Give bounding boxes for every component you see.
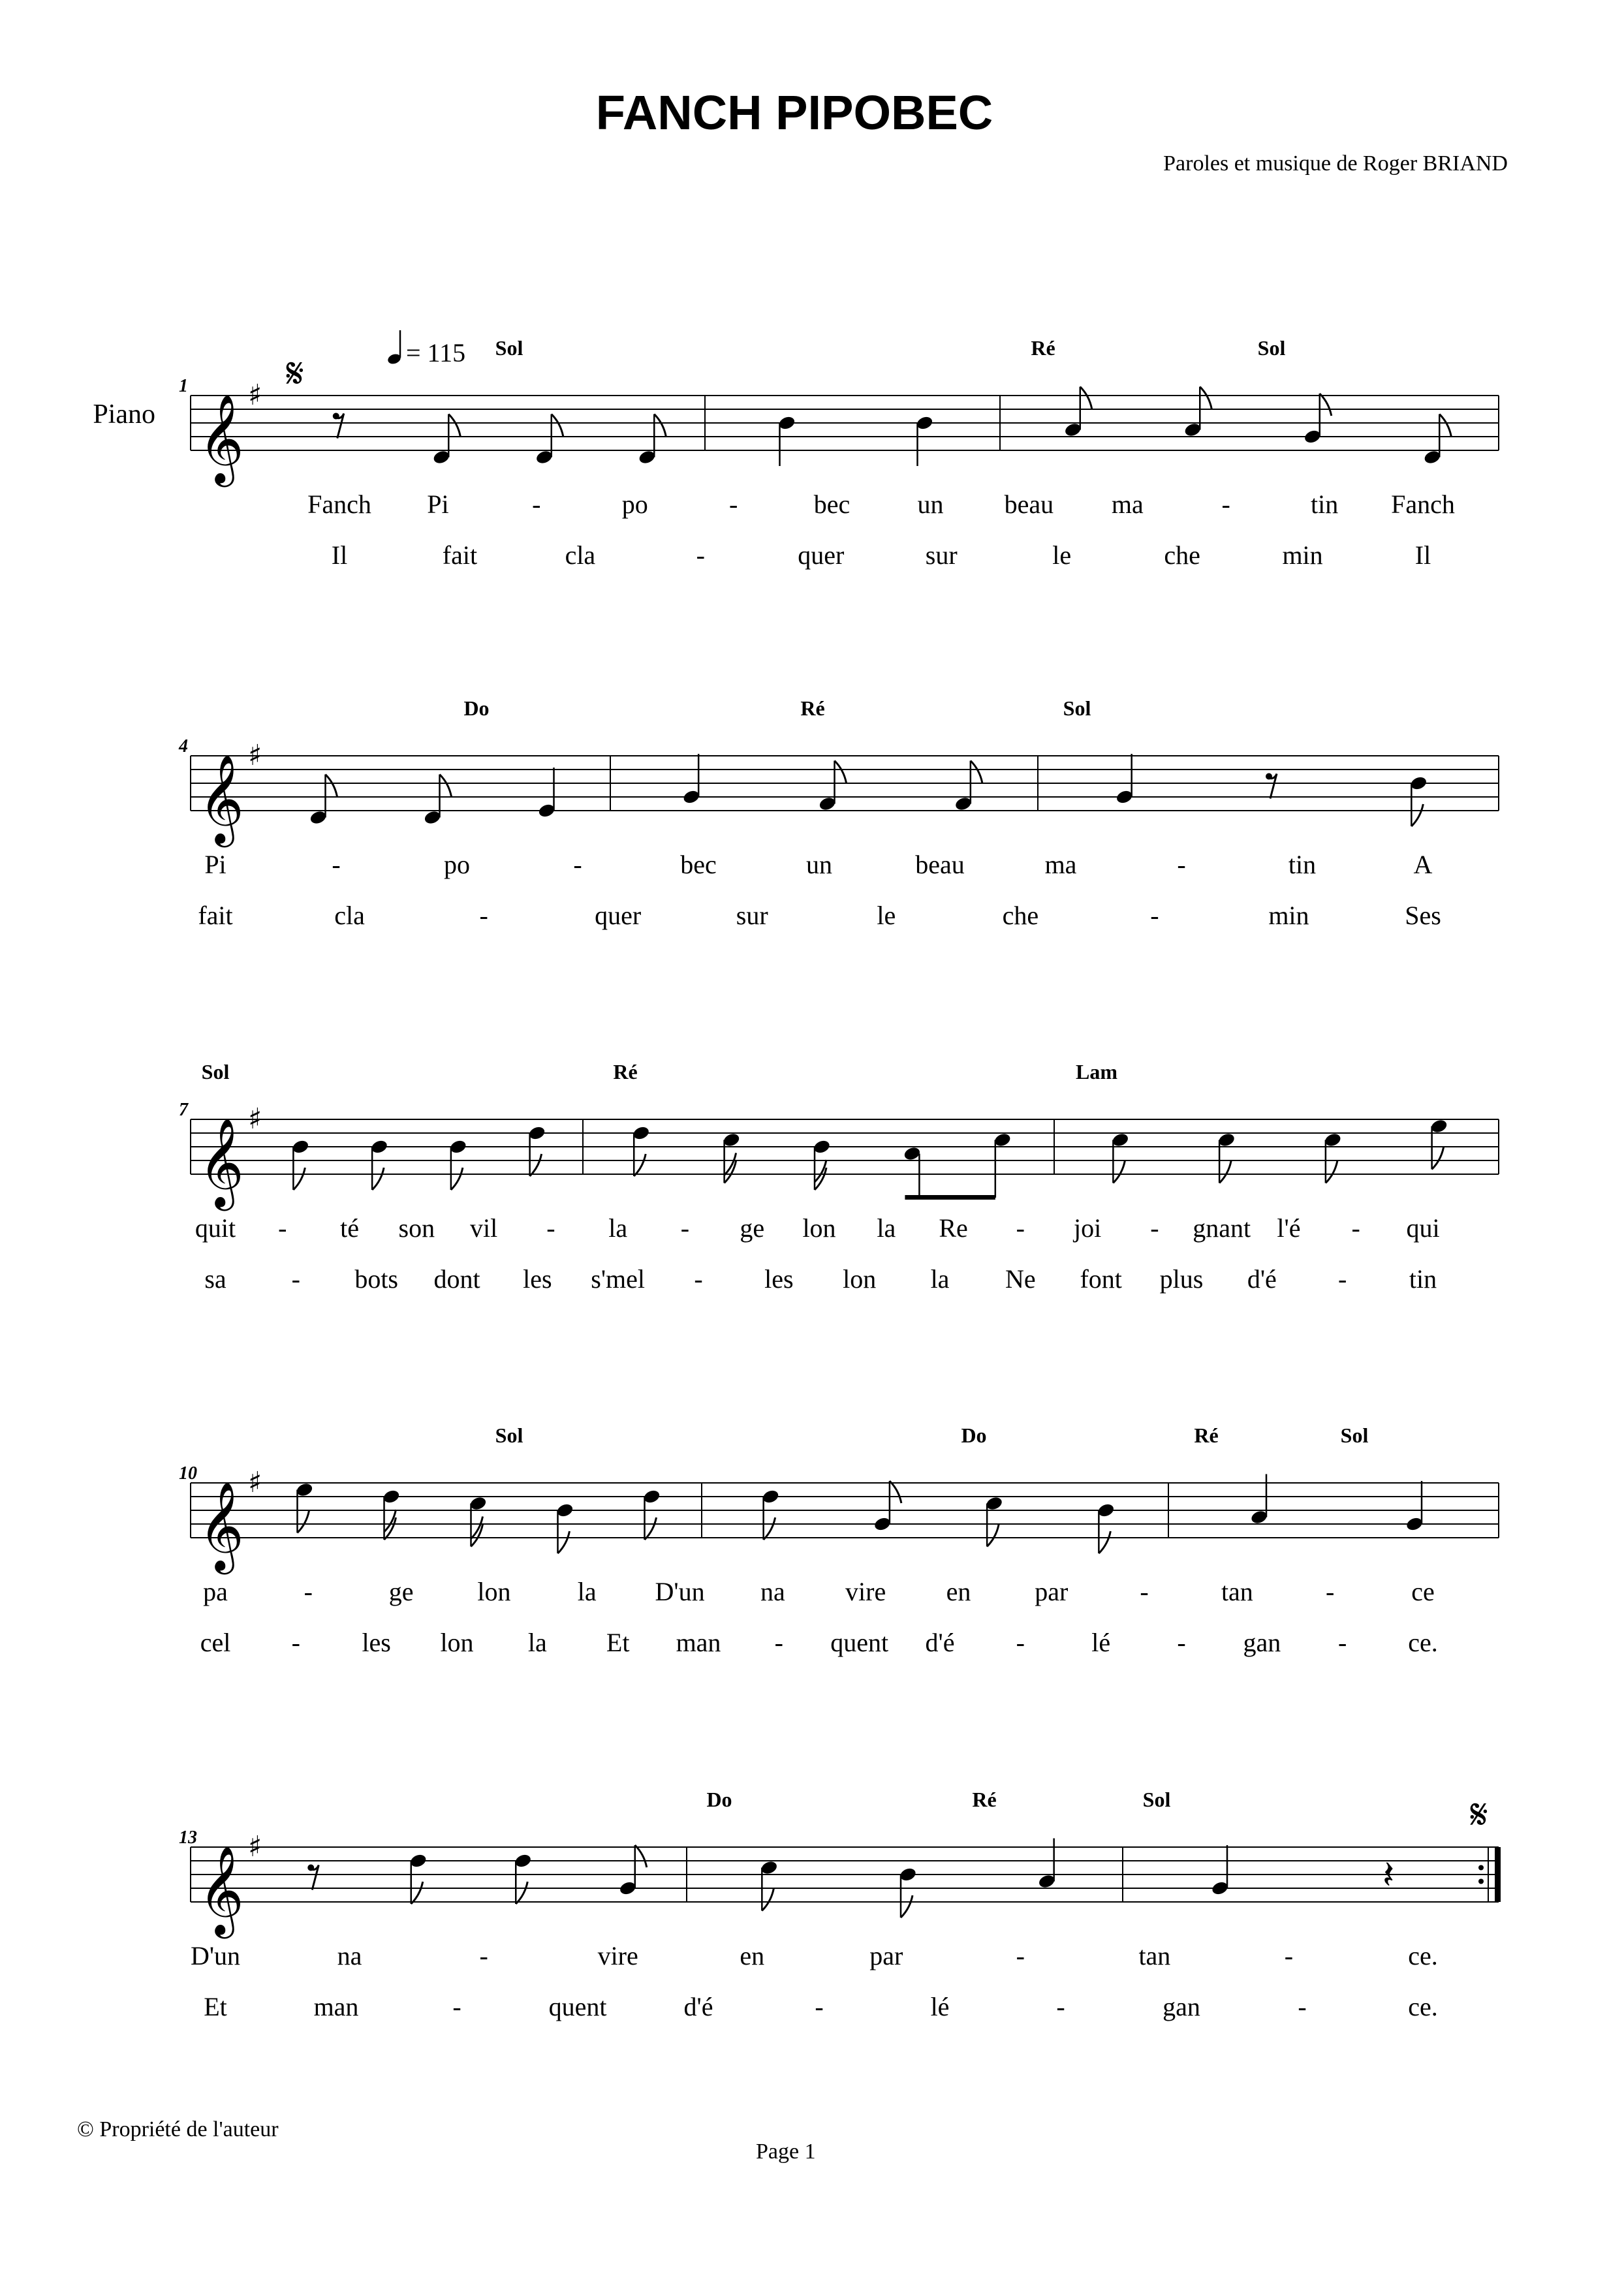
staff-system (93, 330, 1499, 570)
lyric-line-2-syllable: le (877, 901, 896, 930)
note-flag (1113, 1161, 1125, 1183)
lyric-line-2-syllable: lé (1091, 1628, 1111, 1657)
lyric-line-1-syllable: - (532, 490, 541, 519)
note-flag (645, 1517, 657, 1540)
lyric-line-2-syllable: che (1002, 901, 1039, 930)
lyric-line-2-syllable: la (527, 1628, 547, 1657)
key-signature-sharp-icon: ♯ (248, 1102, 262, 1136)
lyric-line-1-syllable: - (1351, 1213, 1360, 1243)
chord-symbol: Ré (800, 696, 825, 720)
lyric-line-1-syllable: l'é (1277, 1213, 1301, 1243)
lyric-line-1-syllable: - (728, 490, 738, 519)
lyric-line-1-syllable: - (278, 1213, 287, 1243)
lyric-line-1-syllable: ce (1411, 1577, 1435, 1606)
chord-symbol: Sol (1340, 1424, 1369, 1447)
note-flag (411, 1882, 423, 1904)
key-signature-sharp-icon: ♯ (248, 1830, 262, 1863)
note-flag (764, 1517, 775, 1540)
note-flag (1080, 387, 1092, 409)
note-flag (890, 1481, 901, 1503)
measure-number: 1 (179, 376, 188, 396)
lyric-line-1-syllable: - (1150, 1213, 1159, 1243)
lyric-line-1-syllable: Fanch (307, 490, 371, 519)
lyric-line-1-syllable: ma (1044, 850, 1077, 879)
lyric-line-2-syllable: cel (200, 1628, 231, 1657)
lyric-line-2-syllable: font (1080, 1264, 1122, 1294)
lyric-line-2-syllable: - (479, 901, 488, 930)
lyric-line-1-syllable: po (621, 490, 648, 519)
lyric-line-2-syllable: - (694, 1264, 703, 1294)
lyric-line-2-syllable: quer (595, 901, 642, 930)
lyric-line-2-syllable: - (1338, 1628, 1347, 1657)
lyric-line-1-syllable: D'un (190, 1941, 241, 1970)
measure-number: 10 (179, 1463, 197, 1484)
treble-clef-icon: 𝄞 (198, 393, 244, 483)
note-flag (1099, 1531, 1110, 1553)
lyric-line-1-syllable: - (1016, 1941, 1025, 1970)
lyric-line-1-syllable: bec (813, 490, 851, 519)
lyric-line-1-syllable: ge (740, 1213, 765, 1243)
quarter-rest-icon: 𝄽 (1382, 1852, 1395, 1898)
lyric-line-1-syllable: - (1140, 1577, 1149, 1606)
note-flag (1411, 804, 1423, 826)
chord-symbol: Ré (972, 1788, 997, 1811)
lyric-line-2-syllable: d'é (683, 1992, 713, 2021)
lyric-line-2-syllable: le (1052, 540, 1072, 570)
lyric-line-1-syllable: la (608, 1213, 628, 1243)
lyric-line-2-syllable: - (1338, 1264, 1347, 1294)
lyric-line-1-syllable: lon (477, 1577, 511, 1606)
lyric-line-1-syllable: pa (203, 1577, 228, 1606)
lyric-line-2-syllable: sur (925, 540, 958, 570)
lyric-line-1-syllable: un (806, 850, 832, 879)
measure-number: 13 (179, 1828, 197, 1848)
lyric-line-1-syllable: - (1326, 1577, 1335, 1606)
lyric-line-2-syllable: man (313, 1992, 359, 2021)
lyric-line-1-syllable: quit (195, 1213, 236, 1243)
lyric-line-2-syllable: sur (736, 901, 768, 930)
chord-symbol: Do (961, 1424, 987, 1447)
treble-clef-icon: 𝄞 (198, 753, 244, 843)
lyric-line-2-syllable: min (1268, 901, 1309, 930)
note-flag (372, 1168, 384, 1190)
lyric-line-1-syllable: par (1035, 1577, 1069, 1606)
eighth-rest-stroke (309, 1865, 319, 1890)
chord-symbol: Sol (1142, 1788, 1171, 1811)
note-flag (634, 1154, 646, 1176)
lyric-line-2-syllable: lon (440, 1628, 474, 1657)
measure-number: 7 (179, 1100, 188, 1120)
lyric-line-2-syllable: les (764, 1264, 794, 1294)
key-signature-sharp-icon: ♯ (248, 739, 262, 772)
lyric-line-1-syllable: ma (1111, 490, 1144, 519)
lyric-line-1-syllable: beau (1004, 490, 1054, 519)
final-barline (1495, 1847, 1501, 1902)
lyric-line-2-syllable: - (1056, 1992, 1065, 2021)
lyric-line-2-syllable: gan (1243, 1628, 1281, 1657)
note-beam (905, 1195, 995, 1200)
note-flag (835, 761, 847, 783)
lyric-line-1-syllable: vil (469, 1213, 498, 1243)
chord-symbol: Ré (613, 1060, 638, 1083)
lyric-line-2-syllable: - (1177, 1628, 1186, 1657)
page-title: FANCH PIPOBEC (595, 86, 993, 140)
lyric-line-2-syllable: quer (798, 540, 845, 570)
chord-symbol: Sol (201, 1060, 230, 1083)
repeat-dot (1478, 1865, 1484, 1871)
lyric-line-2-syllable: fait (198, 901, 233, 930)
lyric-line-1-syllable: po (444, 850, 470, 879)
lyric-line-1-syllable: té (340, 1213, 359, 1243)
lyric-line-1-syllable: na (760, 1577, 785, 1606)
note-flag (1200, 387, 1211, 409)
note-flag (558, 1531, 570, 1553)
note-flag (1320, 394, 1332, 416)
lyric-line-1-syllable: A (1413, 850, 1433, 879)
lyric-line-1-syllable: Pi (204, 850, 226, 879)
measure-number: 4 (179, 736, 188, 756)
lyric-line-2-syllable: min (1282, 540, 1323, 570)
lyric-line-1-syllable: par (869, 1941, 903, 1970)
treble-clef-icon: 𝄞 (198, 1844, 244, 1935)
lyric-line-2-syllable: quent (830, 1628, 889, 1657)
staff-system (178, 696, 1499, 930)
eighth-rest-stroke (1268, 774, 1277, 799)
note-flag (326, 775, 337, 797)
chord-symbol: Do (463, 696, 490, 720)
page-number: Page 1 (756, 2139, 816, 2164)
segno-icon: 𝄋 (286, 350, 304, 398)
lyric-line-1-syllable: ge (388, 1577, 414, 1606)
lyric-line-2-syllable: - (774, 1628, 783, 1657)
lyric-line-2-syllable: bots (354, 1264, 399, 1294)
lyric-line-2-syllable: les (523, 1264, 552, 1294)
lyric-line-2-syllable: che (1164, 540, 1200, 570)
lyric-line-1-syllable: en (740, 1941, 765, 1970)
note-flag (971, 761, 982, 783)
treble-clef-icon: 𝄞 (198, 1480, 244, 1570)
note-flag (635, 1845, 647, 1867)
lyric-line-2-syllable: - (452, 1992, 461, 2021)
chord-symbol: Ré (1194, 1424, 1219, 1447)
lyric-line-2-syllable: cla (334, 901, 365, 930)
chord-symbol: Do (706, 1788, 732, 1811)
note-flag (654, 414, 666, 437)
instrument-name: Piano (93, 399, 155, 429)
lyric-line-1-syllable: lon (802, 1213, 836, 1243)
lyric-line-1-syllable: Fanch (1391, 490, 1455, 519)
lyric-line-1-syllable: vire (845, 1577, 886, 1606)
lyric-line-1-syllable: un (917, 490, 944, 519)
lyric-line-2-syllable: Il (1414, 540, 1431, 570)
lyric-line-1-syllable: la (877, 1213, 896, 1243)
lyric-line-1-syllable: son (398, 1213, 435, 1243)
staff-system (179, 1424, 1499, 1657)
chord-symbol: Sol (1257, 336, 1286, 360)
lyric-line-1-syllable: la (577, 1577, 597, 1606)
lyric-line-1-syllable: - (546, 1213, 555, 1243)
lyric-line-2-syllable: Ne (1005, 1264, 1036, 1294)
chord-symbol: Sol (495, 1424, 523, 1447)
lyric-line-2-syllable: fait (442, 540, 478, 570)
staff-system (179, 1788, 1501, 2021)
note-flag (901, 1895, 913, 1918)
key-signature-sharp-icon: ♯ (248, 379, 262, 412)
lyric-line-1-syllable: Re (939, 1213, 968, 1243)
note-flag (552, 414, 563, 437)
lyric-line-2-syllable: sa (204, 1264, 226, 1294)
lyric-line-1-syllable: tan (1138, 1941, 1171, 1970)
note-flag (530, 1154, 542, 1176)
lyric-line-1-syllable: D'un (655, 1577, 705, 1606)
lyric-line-1-syllable: - (1016, 1213, 1025, 1243)
lyric-line-2-syllable: - (696, 540, 705, 570)
lyric-line-2-syllable: - (291, 1264, 300, 1294)
segno-icon: 𝄋 (1470, 1791, 1488, 1839)
lyric-line-2-syllable: d'é (1247, 1264, 1277, 1294)
lyric-line-1-syllable: - (680, 1213, 690, 1243)
treble-clef-icon: 𝄞 (198, 1117, 244, 1207)
lyric-line-1-syllable: bec (680, 850, 717, 879)
note-flag (448, 414, 460, 437)
lyric-line-1-syllable: en (946, 1577, 971, 1606)
chord-symbol: Lam (1076, 1060, 1117, 1083)
lyric-line-1-syllable: - (332, 850, 341, 879)
lyric-line-1-syllable: tin (1310, 490, 1339, 519)
lyric-line-2-syllable: les (362, 1628, 391, 1657)
lyric-line-2-syllable: la (930, 1264, 950, 1294)
lyric-line-1-syllable: - (1284, 1941, 1294, 1970)
lyric-line-1-syllable: vire (597, 1941, 638, 1970)
lyric-line-1-syllable: tan (1221, 1577, 1253, 1606)
lyric-line-2-syllable: ce. (1408, 1628, 1438, 1657)
lyric-line-2-syllable: s'mel (591, 1264, 646, 1294)
lyric-line-1-syllable: ce. (1408, 1941, 1438, 1970)
lyric-line-2-syllable: man (676, 1628, 721, 1657)
repeat-dot (1478, 1879, 1484, 1884)
lyric-line-2-syllable: Et (204, 1992, 227, 2021)
tempo-marking: = 115 (406, 338, 466, 367)
note-flag (1439, 414, 1451, 437)
lyric-line-1-syllable: joi (1073, 1213, 1102, 1243)
lyric-line-2-syllable: d'é (925, 1628, 955, 1657)
note-flag (293, 1168, 305, 1190)
note-flag (1326, 1161, 1337, 1183)
lyric-line-2-syllable: - (815, 1992, 824, 2021)
staff-system (179, 1060, 1499, 1294)
lyric-line-1-syllable: - (1177, 850, 1186, 879)
chord-symbol: Ré (1031, 336, 1055, 360)
lyric-line-1-syllable: - (573, 850, 582, 879)
lyric-line-1-syllable: qui (1406, 1213, 1440, 1243)
note-flag (451, 1168, 463, 1190)
lyric-line-1-syllable: na (337, 1941, 362, 1970)
lyric-line-2-syllable: lon (843, 1264, 877, 1294)
lyric-line-1-syllable: tin (1288, 850, 1317, 879)
lyric-line-2-syllable: - (291, 1628, 300, 1657)
note-flag (1432, 1147, 1444, 1170)
lyric-line-1-syllable: - (304, 1577, 313, 1606)
lyric-line-2-syllable: gan (1163, 1992, 1200, 2021)
copyright-notice: © Propriété de l'auteur (77, 2117, 279, 2141)
note-flag (298, 1511, 309, 1533)
note-flag (516, 1882, 527, 1904)
lyric-line-2-syllable: Il (331, 540, 348, 570)
note-flag (1219, 1161, 1231, 1183)
key-signature-sharp-icon: ♯ (248, 1466, 262, 1499)
lyric-line-1-syllable: - (1221, 490, 1230, 519)
lyric-line-1-syllable: Pi (427, 490, 449, 519)
note-flag (762, 1889, 773, 1911)
note-flag (440, 775, 452, 797)
lyric-line-2-syllable: plus (1159, 1264, 1204, 1294)
eighth-rest-stroke (335, 414, 344, 439)
note-flag (987, 1525, 999, 1547)
lyric-line-1-syllable: - (479, 1941, 488, 1970)
lyric-line-2-syllable: ce. (1408, 1992, 1438, 2021)
lyric-line-2-syllable: cla (565, 540, 596, 570)
lyric-line-2-syllable: Et (606, 1628, 630, 1657)
lyric-line-2-syllable: Ses (1405, 901, 1441, 930)
chord-symbol: Sol (495, 336, 523, 360)
chord-symbol: Sol (1063, 696, 1091, 720)
lyric-line-2-syllable: - (1298, 1992, 1307, 2021)
lyric-line-2-syllable: quent (548, 1992, 607, 2021)
lyric-line-2-syllable: lé (930, 1992, 950, 2021)
author-credit: Paroles et musique de Roger BRIAND (1163, 151, 1508, 176)
lyric-line-2-syllable: - (1150, 901, 1159, 930)
lyric-line-2-syllable: tin (1409, 1264, 1437, 1294)
lyric-line-2-syllable: dont (433, 1264, 480, 1294)
lyric-line-1-syllable: beau (915, 850, 965, 879)
lyric-line-1-syllable: gnant (1193, 1213, 1251, 1243)
lyric-line-2-syllable: - (1016, 1628, 1025, 1657)
